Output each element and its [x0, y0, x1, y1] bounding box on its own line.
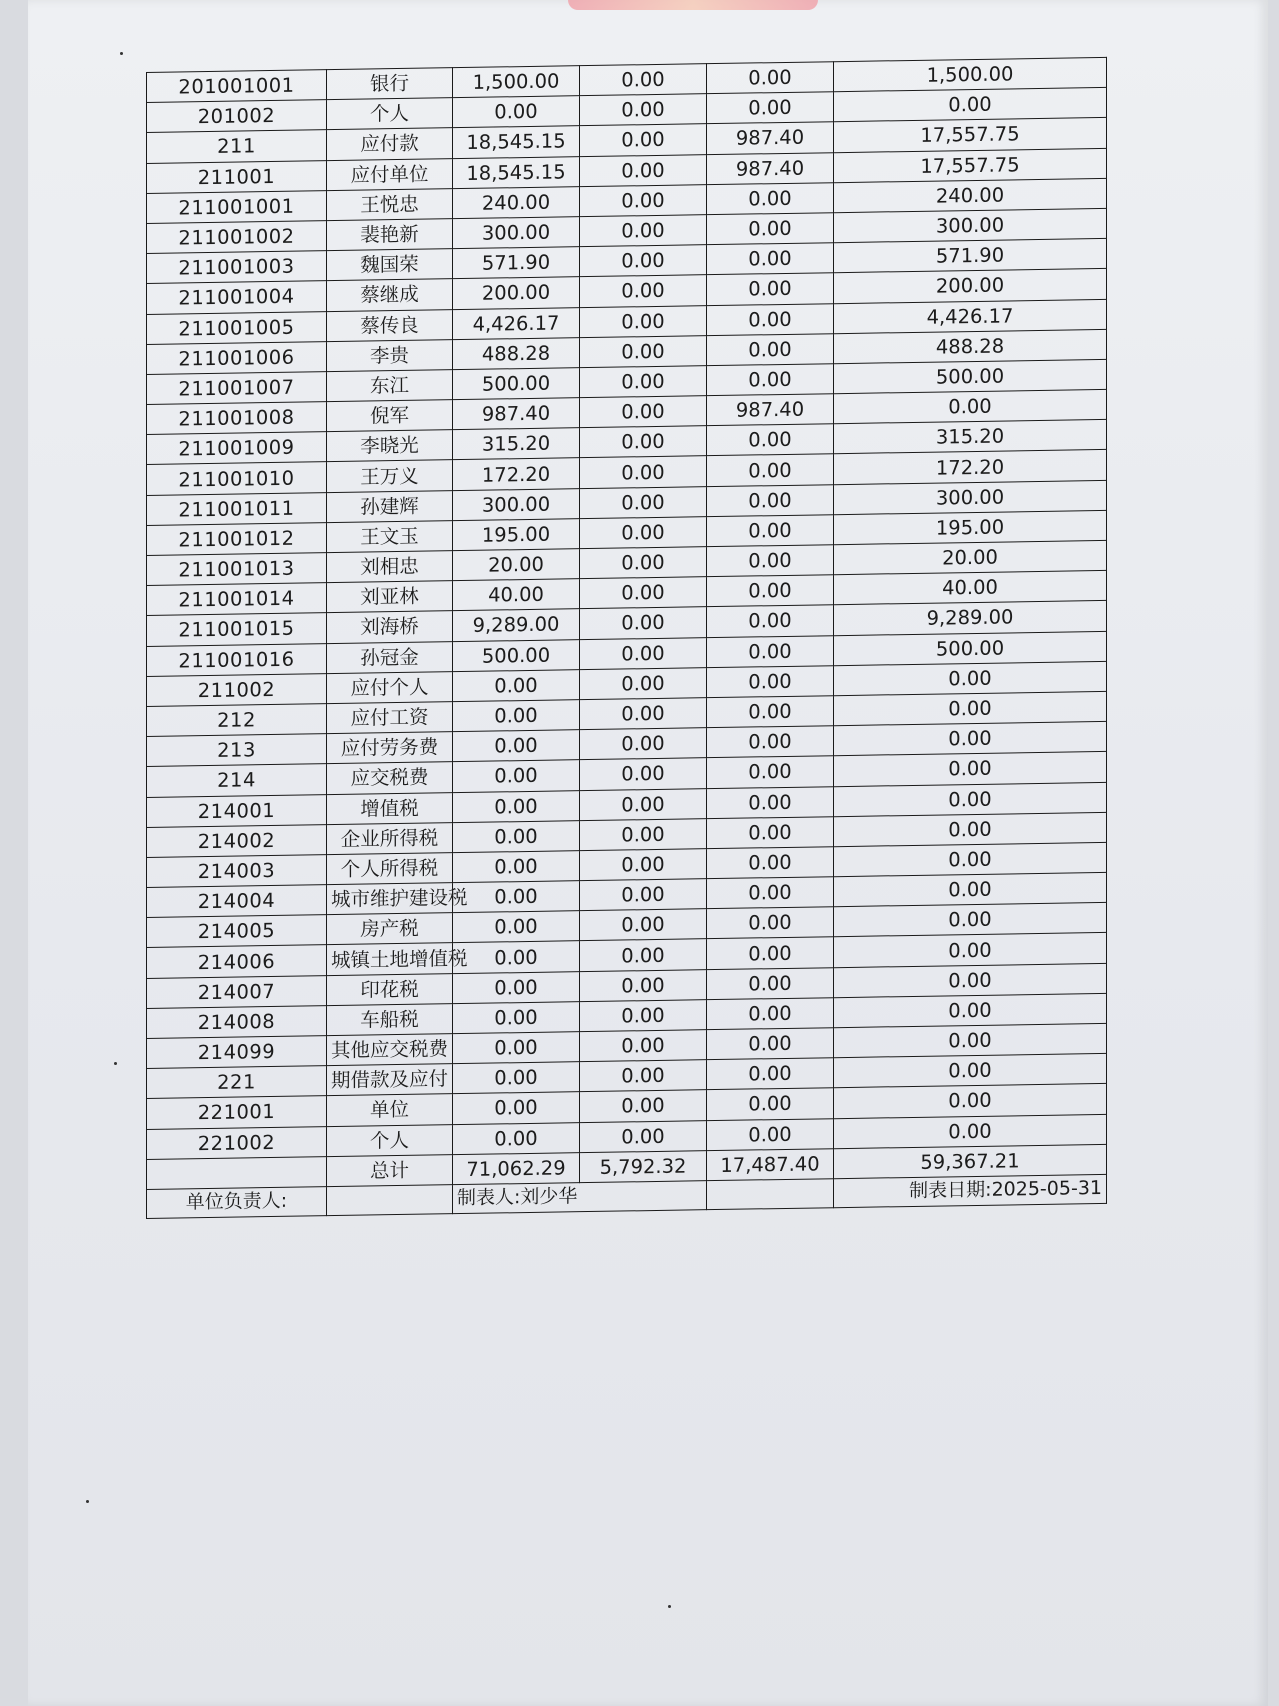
amount-col3: 0.00	[707, 1118, 834, 1150]
balance-col: 0.00	[834, 993, 1107, 1027]
balance-col: 0.00	[834, 1084, 1107, 1118]
amount-col2: 0.00	[580, 456, 707, 488]
balance-col: 9,289.00	[834, 601, 1107, 635]
balance-col: 571.90	[834, 239, 1107, 273]
amount-col2: 0.00	[580, 366, 707, 398]
speck	[86, 1500, 89, 1503]
balance-col: 300.00	[834, 208, 1107, 242]
paper-page	[28, 0, 1268, 1706]
amount-col1: 9,289.00	[453, 609, 580, 641]
account-name: 刘相忠	[327, 551, 453, 583]
amount-col2: 0.00	[580, 1030, 707, 1062]
amount-col3: 0.00	[707, 303, 834, 335]
account-code: 201001001	[147, 70, 327, 103]
amount-col3: 0.00	[707, 545, 834, 577]
total-col2: 5,792.32	[580, 1150, 707, 1182]
account-name: 应付劳务费	[327, 732, 453, 764]
amount-col3: 0.00	[707, 424, 834, 456]
amount-col2: 0.00	[580, 758, 707, 790]
account-name: 孙建辉	[327, 490, 453, 522]
account-code: 211001016	[147, 643, 327, 676]
total-col1: 71,062.29	[453, 1152, 580, 1184]
account-code: 214002	[147, 824, 327, 857]
account-name: 增值税	[327, 792, 453, 824]
ledger-table	[146, 57, 1107, 1219]
account-name: 蔡继成	[327, 279, 453, 311]
balance-col: 0.00	[834, 88, 1107, 122]
amount-col2: 0.00	[580, 335, 707, 367]
account-name: 应付工资	[327, 702, 453, 734]
amount-col2: 0.00	[580, 154, 707, 186]
account-name: 应付单位	[327, 158, 453, 190]
amount-col3: 0.00	[707, 62, 834, 94]
account-name: 东江	[327, 370, 453, 402]
account-code: 211001003	[147, 251, 327, 284]
amount-col3: 0.00	[707, 726, 834, 758]
balance-col: 0.00	[834, 812, 1107, 846]
account-code: 211001011	[147, 492, 327, 525]
account-name: 裴艳新	[327, 219, 453, 251]
account-name: 魏国荣	[327, 249, 453, 281]
balance-col: 0.00	[834, 842, 1107, 876]
amount-col3: 0.00	[707, 273, 834, 305]
account-name: 王悦忠	[327, 188, 453, 220]
account-name: 王万义	[327, 460, 453, 492]
amount-col2: 0.00	[580, 637, 707, 669]
amount-col1: 571.90	[453, 247, 580, 279]
amount-col3: 0.00	[707, 1088, 834, 1120]
amount-col1: 172.20	[453, 458, 580, 490]
amount-col2: 0.00	[580, 1060, 707, 1092]
account-name: 个人所得税	[327, 853, 453, 885]
amount-col1: 20.00	[453, 549, 580, 581]
account-code: 211001015	[147, 613, 327, 646]
amount-col3: 0.00	[707, 847, 834, 879]
balance-col: 240.00	[834, 178, 1107, 212]
amount-col2: 0.00	[580, 607, 707, 639]
amount-col3: 0.00	[707, 454, 834, 486]
amount-col1: 200.00	[453, 277, 580, 309]
amount-col1: 315.20	[453, 428, 580, 460]
balance-col: 0.00	[834, 691, 1107, 725]
amount-col3: 987.40	[707, 152, 834, 184]
amount-col1: 987.40	[453, 398, 580, 430]
amount-col1: 18,545.15	[453, 156, 580, 188]
speck	[120, 52, 123, 55]
amount-col1: 0.00	[453, 730, 580, 762]
balance-col: 1,500.00	[834, 57, 1107, 91]
amount-col3: 0.00	[707, 333, 834, 365]
amount-col2: 0.00	[580, 547, 707, 579]
account-code: 211001001	[147, 190, 327, 223]
balance-col: 0.00	[834, 1114, 1107, 1148]
account-name: 孙冠金	[327, 641, 453, 673]
amount-col3: 0.00	[707, 786, 834, 818]
account-name: 李晓光	[327, 430, 453, 462]
amount-col1: 0.00	[453, 1032, 580, 1064]
amount-col2: 0.00	[580, 818, 707, 850]
amount-col1: 0.00	[453, 851, 580, 883]
account-code: 214008	[147, 1005, 327, 1038]
account-code: 211001009	[147, 432, 327, 465]
amount-col1: 300.00	[453, 217, 580, 249]
amount-col1: 0.00	[453, 911, 580, 943]
amount-col1: 0.00	[453, 820, 580, 852]
amount-col2: 0.00	[580, 667, 707, 699]
account-code: 211001008	[147, 402, 327, 435]
amount-col1: 0.00	[453, 971, 580, 1003]
account-name: 倪军	[327, 400, 453, 432]
account-name: 应付款	[327, 128, 453, 160]
balance-col: 0.00	[834, 752, 1107, 786]
amount-col3: 0.00	[707, 635, 834, 667]
account-code: 221	[147, 1066, 327, 1099]
account-code: 211001014	[147, 583, 327, 616]
amount-col2: 0.00	[580, 698, 707, 730]
amount-col2: 0.00	[580, 275, 707, 307]
amount-col3: 0.00	[707, 92, 834, 124]
balance-col: 200.00	[834, 269, 1107, 303]
amount-col3: 0.00	[707, 484, 834, 516]
amount-col2: 0.00	[580, 577, 707, 609]
unit-head-label: 单位负责人:	[147, 1187, 327, 1219]
balance-col: 0.00	[834, 903, 1107, 937]
balance-col: 500.00	[834, 631, 1107, 665]
amount-col2: 0.00	[580, 305, 707, 337]
amount-col2: 0.00	[580, 517, 707, 549]
account-code: 211001005	[147, 311, 327, 344]
account-code: 214001	[147, 794, 327, 827]
total-label: 总计	[327, 1154, 453, 1186]
account-code: 211001	[147, 160, 327, 193]
account-code: 214003	[147, 855, 327, 888]
amount-col1: 0.00	[453, 1002, 580, 1034]
amount-col3: 0.00	[707, 967, 834, 999]
amount-col1: 1,500.00	[453, 66, 580, 98]
account-code: 214004	[147, 885, 327, 918]
balance-col: 0.00	[834, 722, 1107, 756]
account-name: 个人	[327, 1124, 453, 1156]
amount-col2: 0.00	[580, 64, 707, 96]
account-code: 214006	[147, 945, 327, 978]
account-code: 211001006	[147, 341, 327, 374]
amount-col1: 0.00	[453, 1092, 580, 1124]
amount-col1: 4,426.17	[453, 307, 580, 339]
account-name: 应交税费	[327, 762, 453, 794]
amount-col2: 0.00	[580, 94, 707, 126]
account-code: 211001002	[147, 221, 327, 254]
amount-col3: 0.00	[707, 182, 834, 214]
amount-col1: 500.00	[453, 639, 580, 671]
total-col3: 17,487.40	[707, 1148, 834, 1180]
balance-col: 0.00	[834, 1054, 1107, 1088]
account-name: 应付个人	[327, 671, 453, 703]
balance-col: 20.00	[834, 540, 1107, 574]
account-code: 213	[147, 734, 327, 767]
account-name: 其他应交税费	[327, 1034, 453, 1066]
balance-col: 17,557.75	[834, 118, 1107, 152]
balance-col: 17,557.75	[834, 148, 1107, 182]
amount-col3: 0.00	[707, 907, 834, 939]
amount-col3: 0.00	[707, 998, 834, 1030]
balance-col: 40.00	[834, 571, 1107, 605]
balance-col: 0.00	[834, 963, 1107, 997]
amount-col2: 0.00	[580, 909, 707, 941]
footer-blank	[707, 1179, 834, 1210]
amount-col3: 0.00	[707, 665, 834, 697]
amount-col1: 0.00	[453, 1122, 580, 1154]
balance-col: 0.00	[834, 1023, 1107, 1057]
amount-col1: 0.00	[453, 700, 580, 732]
balance-col: 0.00	[834, 661, 1107, 695]
amount-col3: 0.00	[707, 756, 834, 788]
amount-col3: 0.00	[707, 515, 834, 547]
account-name: 王文玉	[327, 520, 453, 552]
amount-col2: 0.00	[580, 245, 707, 277]
account-name: 车船税	[327, 1003, 453, 1035]
balance-col: 500.00	[834, 359, 1107, 393]
amount-col1: 500.00	[453, 368, 580, 400]
total-blank-cell	[147, 1156, 327, 1189]
amount-col1: 0.00	[453, 760, 580, 792]
speck	[114, 1062, 117, 1065]
account-code: 221002	[147, 1126, 327, 1159]
account-code: 211001010	[147, 462, 327, 495]
speck	[668, 1605, 671, 1608]
balance-col: 195.00	[834, 510, 1107, 544]
amount-col1: 0.00	[453, 1062, 580, 1094]
account-name: 城镇土地增值税	[327, 943, 453, 975]
account-code: 214005	[147, 915, 327, 948]
account-name: 印花税	[327, 973, 453, 1005]
account-code: 221001	[147, 1096, 327, 1129]
balance-col: 0.00	[834, 782, 1107, 816]
amount-col2: 0.00	[580, 788, 707, 820]
amount-col3: 987.40	[707, 122, 834, 154]
amount-col1: 488.28	[453, 337, 580, 369]
account-name: 城市维护建设税	[327, 883, 453, 915]
amount-col2: 0.00	[580, 1120, 707, 1152]
amount-col1: 195.00	[453, 519, 580, 551]
account-code: 214	[147, 764, 327, 797]
amount-col2: 0.00	[580, 1000, 707, 1032]
unit-head-blank	[327, 1185, 453, 1216]
amount-col2: 0.00	[580, 1090, 707, 1122]
amount-col2: 0.00	[580, 215, 707, 247]
total-balance: 59,367.21	[834, 1144, 1107, 1178]
amount-col1: 0.00	[453, 669, 580, 701]
account-name: 企业所得税	[327, 822, 453, 854]
amount-col3: 0.00	[707, 816, 834, 848]
ledger-sheet	[146, 57, 1106, 1219]
ledger-body	[147, 57, 1107, 1218]
amount-col1: 300.00	[453, 488, 580, 520]
balance-col: 4,426.17	[834, 299, 1107, 333]
amount-col3: 987.40	[707, 394, 834, 426]
amount-col2: 0.00	[580, 728, 707, 760]
balance-col: 300.00	[834, 480, 1107, 514]
account-code: 211001007	[147, 372, 327, 405]
amount-col3: 0.00	[707, 605, 834, 637]
amount-col3: 0.00	[707, 364, 834, 396]
account-code: 211001013	[147, 553, 327, 586]
amount-col1: 40.00	[453, 579, 580, 611]
balance-col: 315.20	[834, 420, 1107, 454]
amount-col2: 0.00	[580, 939, 707, 971]
amount-col3: 0.00	[707, 877, 834, 909]
account-name: 刘亚林	[327, 581, 453, 613]
amount-col2: 0.00	[580, 396, 707, 428]
account-code: 212	[147, 704, 327, 737]
preparer-label: 制表人:刘少华	[453, 1181, 707, 1214]
amount-col1: 18,545.15	[453, 126, 580, 158]
account-code: 211002	[147, 673, 327, 706]
amount-col2: 0.00	[580, 879, 707, 911]
paper-top-mark	[568, 0, 818, 10]
balance-col: 488.28	[834, 329, 1107, 363]
account-code: 201002	[147, 100, 327, 133]
prepared-date: 制表日期:2025-05-31	[834, 1174, 1107, 1207]
amount-col1: 0.00	[453, 881, 580, 913]
account-name: 蔡传良	[327, 309, 453, 341]
amount-col1: 240.00	[453, 186, 580, 218]
account-code: 211	[147, 130, 327, 163]
balance-col: 0.00	[834, 933, 1107, 967]
amount-col1: 0.00	[453, 96, 580, 128]
balance-col: 0.00	[834, 872, 1107, 906]
account-name: 银行	[327, 68, 453, 100]
amount-col3: 0.00	[707, 213, 834, 245]
amount-col1: 0.00	[453, 941, 580, 973]
amount-col3: 0.00	[707, 575, 834, 607]
account-code: 214007	[147, 975, 327, 1008]
amount-col2: 0.00	[580, 124, 707, 156]
account-name: 单位	[327, 1094, 453, 1126]
amount-col3: 0.00	[707, 696, 834, 728]
amount-col3: 0.00	[707, 1058, 834, 1090]
amount-col1: 0.00	[453, 790, 580, 822]
account-name: 期借款及应付	[327, 1064, 453, 1096]
amount-col2: 0.00	[580, 969, 707, 1001]
account-name: 刘海桥	[327, 611, 453, 643]
amount-col2: 0.00	[580, 184, 707, 216]
account-name: 个人	[327, 98, 453, 130]
amount-col3: 0.00	[707, 937, 834, 969]
amount-col2: 0.00	[580, 426, 707, 458]
amount-col3: 0.00	[707, 243, 834, 275]
balance-col: 0.00	[834, 389, 1107, 423]
account-name: 李贵	[327, 339, 453, 371]
amount-col2: 0.00	[580, 486, 707, 518]
account-code: 211001004	[147, 281, 327, 314]
account-code: 214099	[147, 1036, 327, 1069]
amount-col2: 0.00	[580, 849, 707, 881]
amount-col3: 0.00	[707, 1028, 834, 1060]
balance-col: 172.20	[834, 450, 1107, 484]
account-code: 211001012	[147, 522, 327, 555]
account-name: 房产税	[327, 913, 453, 945]
